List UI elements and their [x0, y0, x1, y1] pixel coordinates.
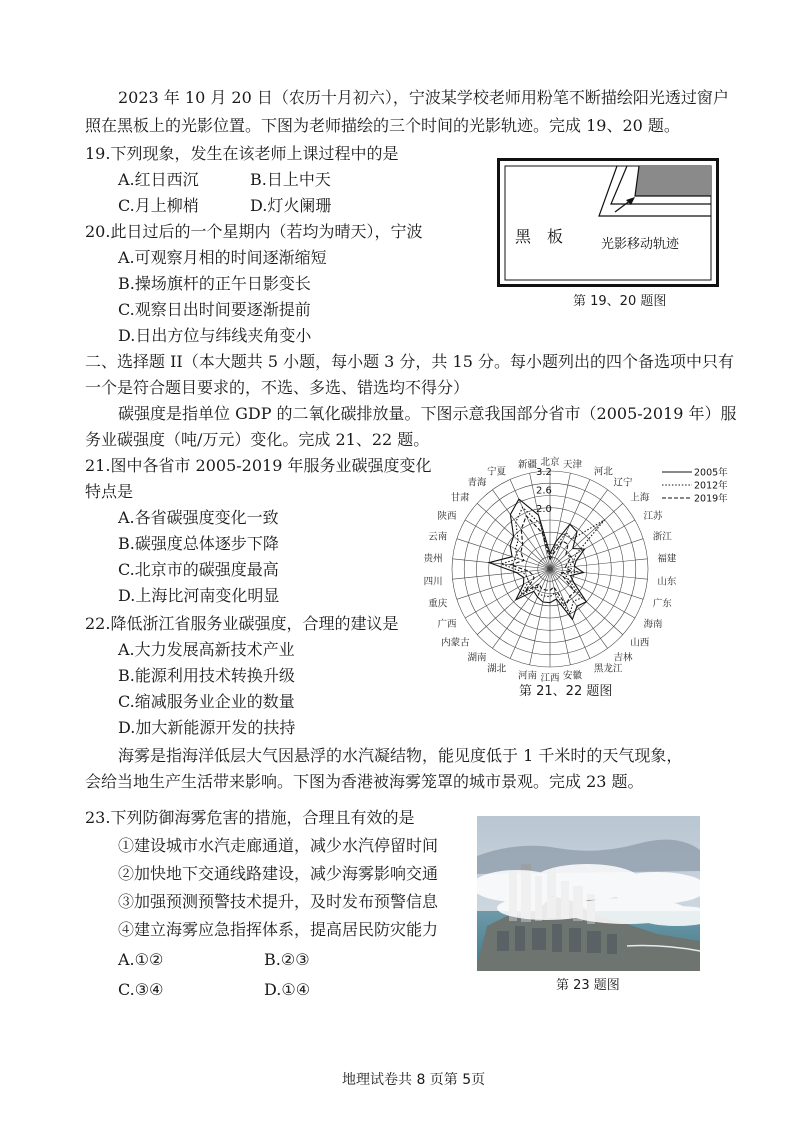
radar-category-label: 云南	[428, 531, 448, 543]
q23-option-c: C.③④	[118, 980, 164, 999]
radar-axis-tick-label: 2.0	[536, 503, 552, 515]
q22-option-b: B.能源利用技术转换升级	[118, 666, 295, 685]
q22-option-a: A.大力发展高新技术产业	[118, 640, 295, 659]
section2-line2: 一个是符合题目要求的，不选、多选、错选均不得分）	[85, 378, 470, 397]
radar-category-label: 青海	[467, 477, 487, 489]
legend-label: 2012年	[694, 480, 728, 492]
fig21-caption: 第 21、22 题图	[519, 684, 613, 699]
radar-spoke	[550, 539, 643, 569]
radar-category-label: 内蒙古	[441, 637, 470, 649]
radar-category-label: 湖北	[487, 663, 507, 675]
radar-axis-tick-label: 2.6	[536, 485, 552, 497]
radar-category-label: 海南	[643, 619, 663, 630]
radar-spoke	[477, 569, 550, 635]
intro-23-line1: 海雾是指海洋低层大气因悬浮的水汽凝结物，能见度低于 1 千米时的天气现象，	[118, 746, 683, 765]
q20-option-d: D.日出方位与纬线夹角变小	[118, 326, 312, 345]
radar-category-label: 北京	[540, 457, 560, 468]
legend-label: 2005年	[694, 467, 728, 479]
blackboard-label: 黑 板	[515, 227, 564, 246]
q23-option-a: A.①②	[118, 950, 164, 969]
q20-option-c: C.观察日出时间要逐渐提前	[118, 300, 311, 319]
blackboard-figure	[497, 158, 719, 288]
q23-item-1: ①建设城市水汽走廊通道，减少水汽停留时间	[118, 836, 439, 855]
radar-category-label: 浙江	[652, 531, 672, 543]
light-track-label: 光影移动轨迹	[601, 237, 680, 252]
q20-option-b: B.操场旗杆的正午日影变长	[118, 274, 311, 293]
radar-category-label: 吉林	[613, 652, 633, 664]
radar-category-label: 四川	[423, 576, 443, 588]
radar-series-2005年	[489, 499, 586, 619]
intro-19-20-line1: 2023 年 10 月 20 日（农历十月初六），宁波某学校老师用粉笔不断描绘阳光透过窗户	[118, 88, 729, 107]
radar-category-label: 上海	[630, 492, 650, 504]
radar-category-label: 陕西	[437, 511, 457, 522]
radar-category-label: 福建	[657, 553, 677, 565]
intro-21-22-line1: 碳强度是指单位 GDP 的二氧化碳排放量。下图示意我国部分省市（2005-2019 年）服	[118, 404, 737, 423]
radar-category-label: 湖南	[467, 652, 487, 664]
radar-category-label: 河北	[593, 466, 613, 478]
q21-option-c: C.北京市的碳强度最高	[118, 560, 279, 579]
intro-21-22-line2: 务业碳强度（吨/万元）变化。完成 21、22 题。	[85, 430, 430, 449]
radar-category-label: 天津	[562, 459, 583, 471]
q23-option-d: D.①④	[264, 980, 311, 999]
q21-option-b: B.碳强度总体逐步下降	[118, 534, 279, 553]
window-light-shadow	[635, 166, 711, 196]
radar-category-label: 甘肃	[450, 492, 470, 504]
fig19-caption: 第 19、20 题图	[573, 294, 667, 309]
q23-item-4: ④建立海雾应急指挥体系，提高居民防灾能力	[118, 920, 439, 939]
radar-axis-tick-label: 3.2	[536, 467, 552, 478]
radar-category-label: 山西	[630, 637, 650, 649]
page-footer: 地理试卷共 8 页第 5页	[342, 1072, 486, 1088]
radar-category-label: 广西	[437, 619, 457, 630]
fig23-caption: 第 23 题图	[556, 978, 620, 993]
q19-option-d: D.灯火阑珊	[250, 196, 332, 215]
radar-category-label: 广东	[652, 598, 672, 610]
radar-category-label: 河南	[517, 670, 538, 682]
q21-stem-line2: 特点是	[85, 482, 134, 501]
radar-category-label: 黑龙江	[593, 663, 623, 675]
q23-item-3: ③加强预测预警技术提升，及时发布预警信息	[118, 892, 439, 911]
radar-category-label: 山东	[657, 576, 677, 588]
radar-category-label: 贵州	[423, 553, 443, 565]
q20-stem: 20.此日过后的一个星期内（若均为晴天），宁波	[85, 222, 423, 241]
radar-category-label: 江西	[540, 673, 560, 684]
q23-item-2: ②加快地下交通线路建设，减少海雾影响交通	[118, 864, 439, 883]
q23-stem: 23.下列防御海雾危害的措施，合理且有效的是	[85, 808, 415, 827]
q23-option-b: B.②③	[264, 950, 310, 969]
q21-option-d: D.上海比河南变化明显	[118, 586, 280, 605]
q19-option-c: C.月上柳梢	[118, 196, 199, 215]
intro-19-20-line2: 照在黑板上的光影位置。下图为老师描绘的三个时间的光影轨迹。完成 19、20 题。	[85, 116, 680, 135]
radar-category-label: 宁夏	[487, 466, 507, 478]
radar-category-label: 辽宁	[613, 477, 633, 489]
q22-option-c: C.缩减服务业企业的数量	[118, 692, 295, 711]
radar-category-label: 重庆	[428, 598, 448, 610]
radar-spoke	[510, 569, 550, 659]
q22-option-d: D.加大新能源开发的扶持	[118, 718, 296, 737]
section2-line1: 二、选择题 II（本大题共 5 小题，每小题 3 分，共 15 分。每小题列出的四个备选项中只有	[85, 352, 734, 371]
q19-stem: 19.下列现象，发生在该老师上课过程中的是	[85, 144, 399, 163]
q19-option-b: B.日上中天	[250, 170, 331, 189]
q20-option-a: A.可观察月相的时间逐渐缩短	[118, 248, 327, 267]
q19-option-a: A.红日西沉	[118, 170, 199, 189]
radar-category-label: 江苏	[643, 511, 663, 522]
carbon-intensity-radar-chart	[418, 452, 730, 690]
q21-stem-line1: 21.图中各省市 2005-2019 年服务业碳强度变化	[85, 456, 432, 475]
radar-category-label: 新疆	[517, 459, 538, 471]
legend-label: 2019年	[694, 493, 728, 505]
radar-category-label: 安徽	[562, 670, 583, 682]
q22-stem: 22.降低浙江省服务业碳强度，合理的建议是	[85, 614, 399, 633]
q21-option-a: A.各省碳强度变化一致	[118, 508, 279, 527]
hong-kong-sea-fog-photo	[477, 816, 700, 971]
intro-23-line2: 会给当地生产生活带来影响。下图为香港被海雾笼罩的城市景观。完成 23 题。	[85, 772, 644, 791]
